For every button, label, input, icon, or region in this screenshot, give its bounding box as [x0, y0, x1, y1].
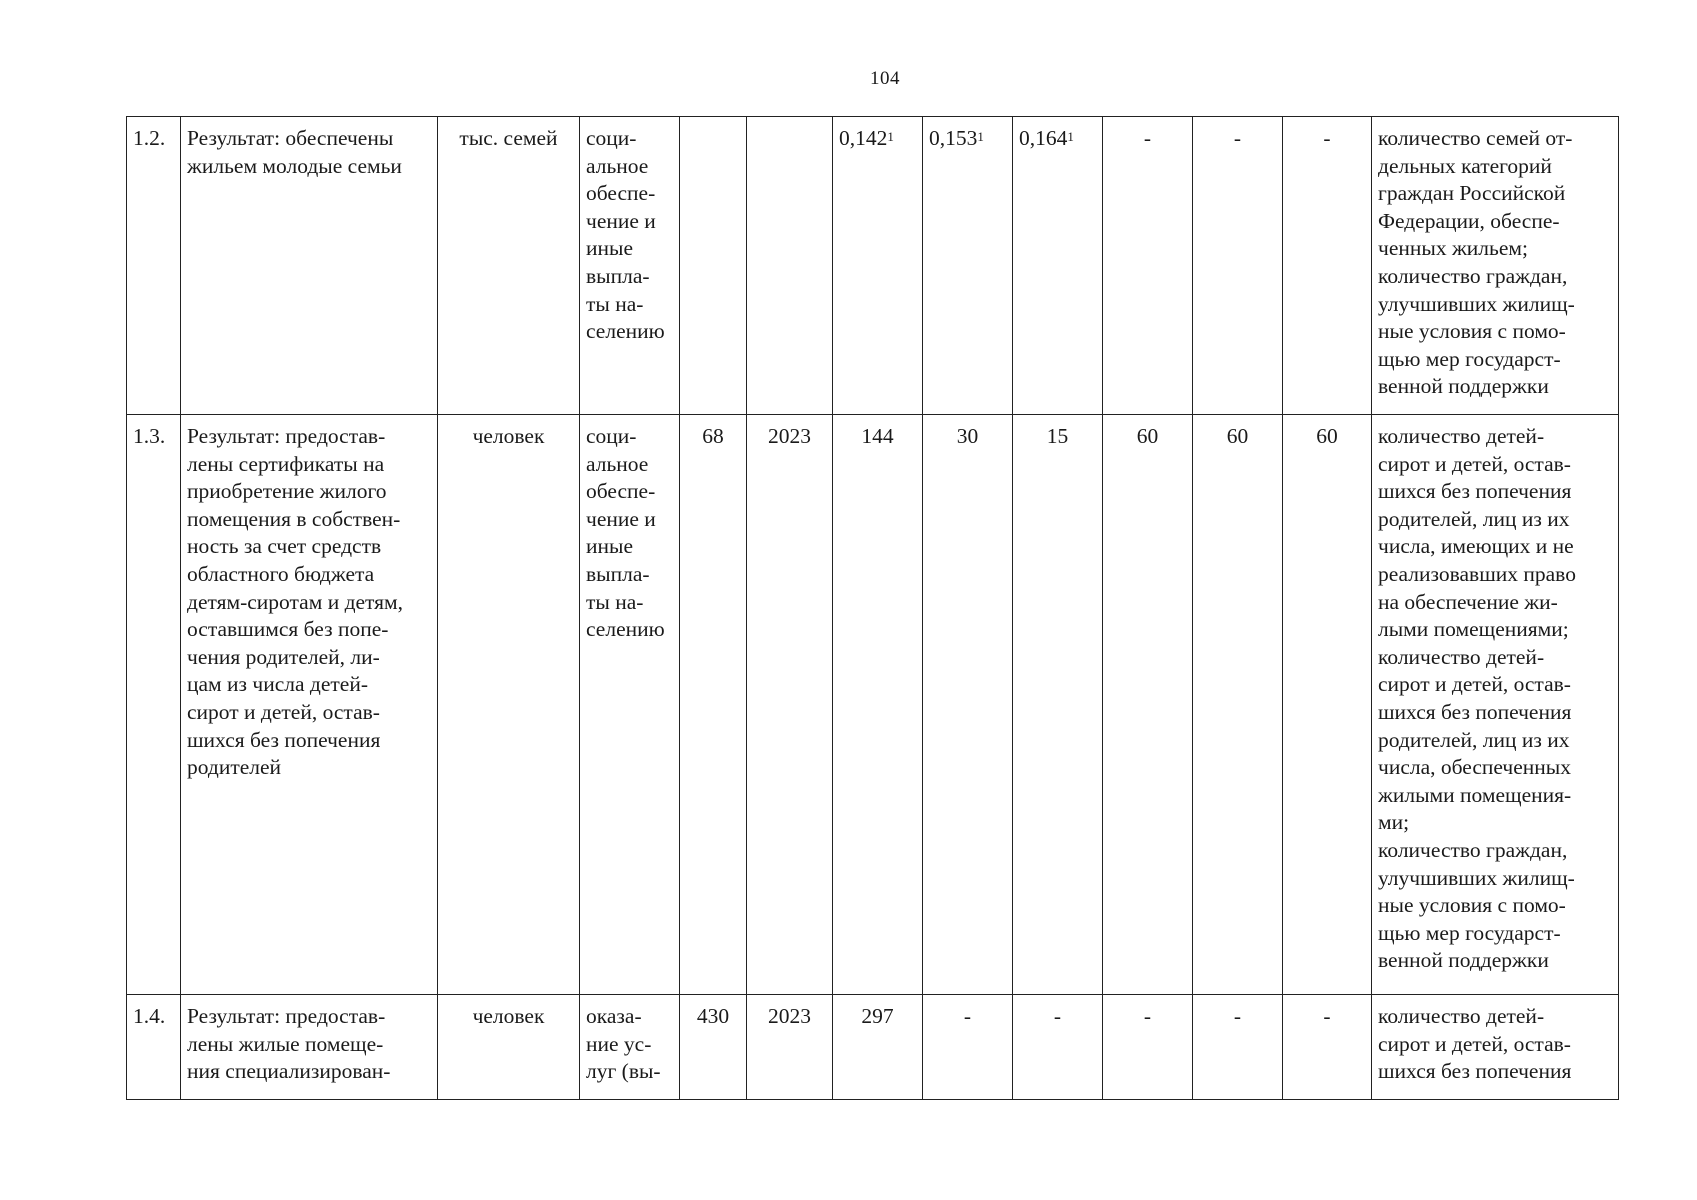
- expense-type: оказа- ние ус- луг (вы-: [580, 995, 680, 1100]
- base-year: [747, 117, 833, 415]
- unit-of-measure: человек: [438, 995, 580, 1100]
- table-row: [127, 415, 1619, 995]
- value-year-6: 60: [1283, 415, 1372, 995]
- expense-type: соци- альное обеспе- чение и иные выпла- ты на- селению: [580, 415, 680, 995]
- value-year-2: 30: [923, 415, 1013, 995]
- value-text: 0,164: [1019, 126, 1068, 150]
- base-value: [680, 117, 747, 415]
- result-name: Результат: предостав- лены жилые помеще- ния специализирован-: [181, 995, 438, 1100]
- base-year: 2023: [747, 415, 833, 995]
- result-name: Результат: предостав- лены сертификаты на приобретение жилого помещения в собствен- ность за счет средств областного бюджета детям-сиротам и детям, оставшимся без попе- чения родителей, ли- цам из числа детей- сирот и детей, остав- шихся без попечения родителей: [181, 415, 438, 995]
- value-year-5: -: [1193, 995, 1283, 1100]
- row-number: 1.3.: [127, 415, 181, 995]
- unit-of-measure: человек: [438, 415, 580, 995]
- value-year-6: -: [1283, 117, 1372, 415]
- value-year-2: -: [923, 995, 1013, 1100]
- result-name: Результат: обеспечены жильем молодые семьи: [181, 117, 438, 415]
- value-year-4: -: [1103, 117, 1193, 415]
- value-year-3: [1013, 117, 1103, 415]
- value-year-4: -: [1103, 995, 1193, 1100]
- table-row: [127, 117, 1619, 415]
- value-year-1: 297: [833, 995, 923, 1100]
- base-year: 2023: [747, 995, 833, 1100]
- indicator-description: количество семей от- дельных категорий граждан Российской Федерации, обеспе- ченных жильем; количество граждан, улучшивших жилищ- ные условия с помо- щью мер государст- венной поддержки: [1372, 117, 1619, 415]
- value-year-5: -: [1193, 117, 1283, 415]
- table-row: [127, 995, 1619, 1100]
- value-year-4: 60: [1103, 415, 1193, 995]
- row-number: 1.2.: [127, 117, 181, 415]
- expense-type: соци- альное обеспе- чение и иные выпла- ты на- селению: [580, 117, 680, 415]
- footnote-marker: 1: [1067, 129, 1074, 144]
- value-year-1: [833, 117, 923, 415]
- value-text: 0,142: [839, 126, 888, 150]
- value-year-1: 144: [833, 415, 923, 995]
- unit-of-measure: тыс. семей: [438, 117, 580, 415]
- base-value: 430: [680, 995, 747, 1100]
- footnote-marker: 1: [887, 129, 894, 144]
- indicator-description: количество детей- сирот и детей, остав- шихся без попечения родителей, лиц из их числа, имеющих и не реализовавших право на обеспечение жи- лыми помещениями; количество детей- сирот и детей, остав- шихся без попечения родителей, лиц из их числа, обеспеченных жилыми помещения- ми; количество граждан, улучшивших жилищ- ные условия с помо- щью мер государст- венной поддержки: [1372, 415, 1619, 995]
- value-year-6: -: [1283, 995, 1372, 1100]
- value-year-3: -: [1013, 995, 1103, 1100]
- value-year-5: 60: [1193, 415, 1283, 995]
- indicator-description: количество детей- сирот и детей, остав- шихся без попечения: [1372, 995, 1619, 1100]
- row-number: 1.4.: [127, 995, 181, 1100]
- results-table: [126, 116, 1619, 1100]
- value-year-3: 15: [1013, 415, 1103, 995]
- value-text: 0,153: [929, 126, 978, 150]
- base-value: 68: [680, 415, 747, 995]
- page-number: 104: [870, 68, 900, 89]
- value-year-2: [923, 117, 1013, 415]
- footnote-marker: 1: [977, 129, 984, 144]
